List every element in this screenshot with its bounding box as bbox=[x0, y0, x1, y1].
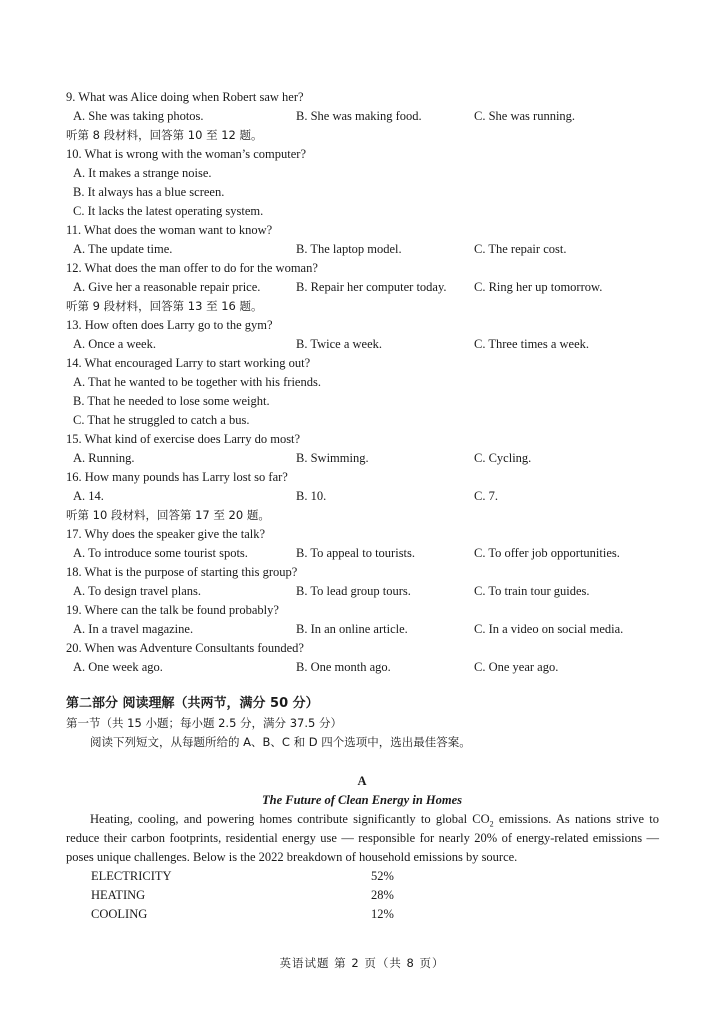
question-18-option-a: A. To design travel plans. bbox=[73, 584, 202, 598]
question-20-option-a: A. One week ago. bbox=[73, 660, 163, 674]
paragraph-text-start: Heating, cooling, and powering homes contribute significantly to global CO bbox=[90, 812, 490, 826]
instruction-section-8: 听第 8 段材料，回答第 10 至 12 题。 bbox=[66, 128, 263, 142]
question-17-option-a: A. To introduce some tourist spots. bbox=[73, 546, 248, 560]
question-13-stem: 13. How often does Larry go to the gym? bbox=[66, 318, 273, 332]
question-16-option-b: B. 10. bbox=[296, 489, 327, 503]
instruction-section-10: 听第 10 段材料，回答第 17 至 20 题。 bbox=[66, 508, 270, 522]
question-16-stem: 16. How many pounds has Larry lost so far? bbox=[66, 470, 288, 484]
question-10-option-c: C. It lacks the latest operating system. bbox=[73, 204, 264, 218]
question-19-option-a: A. In a travel magazine. bbox=[73, 622, 194, 636]
question-15-option-a: A. Running. bbox=[73, 451, 135, 465]
question-10-option-a: A. It makes a strange noise. bbox=[73, 166, 212, 180]
question-12-option-c: C. Ring her up tomorrow. bbox=[474, 280, 603, 294]
question-12-option-b: B. Repair her computer today. bbox=[296, 280, 447, 294]
question-11-stem: 11. What does the woman want to know? bbox=[66, 223, 273, 237]
question-13-option-c: C. Three times a week. bbox=[474, 337, 590, 351]
question-14-option-a: A. That he wanted to be together with his friends. bbox=[73, 375, 321, 389]
table-row-3-label: COOLING bbox=[91, 907, 148, 921]
question-15-stem: 15. What kind of exercise does Larry do most? bbox=[66, 432, 301, 446]
question-10-stem: 10. What is wrong with the woman’s computer? bbox=[66, 147, 307, 161]
question-20-option-c: C. One year ago. bbox=[474, 660, 559, 674]
question-9-option-a: A. She was taking photos. bbox=[73, 109, 204, 123]
question-18-option-b: B. To lead group tours. bbox=[296, 584, 411, 598]
table-row-1-value: 52% bbox=[371, 869, 394, 883]
question-15-option-c: C. Cycling. bbox=[474, 451, 532, 465]
question-9-option-c: C. She was running. bbox=[474, 109, 576, 123]
question-16-option-a: A. 14. bbox=[73, 489, 104, 503]
question-14-stem: 14. What encouraged Larry to start working out? bbox=[66, 356, 311, 370]
question-10-option-b: B. It always has a blue screen. bbox=[73, 185, 225, 199]
question-15-option-b: B. Swimming. bbox=[296, 451, 369, 465]
question-17-option-c: C. To offer job opportunities. bbox=[474, 546, 620, 560]
question-17-option-b: B. To appeal to tourists. bbox=[296, 546, 416, 560]
question-14-option-b: B. That he needed to lose some weight. bbox=[73, 394, 270, 408]
section-1-heading: 第一节（共 15 小题；每小题 2.5 分，满分 37.5 分） bbox=[66, 716, 342, 730]
instruction-section-9: 听第 9 段材料，回答第 13 至 16 题。 bbox=[66, 299, 263, 313]
passage-title: The Future of Clean Energy in Homes bbox=[261, 793, 463, 807]
question-12-stem: 12. What does the man offer to do for the woman? bbox=[66, 261, 318, 275]
question-11-option-b: B. The laptop model. bbox=[296, 242, 402, 256]
question-18-stem: 18. What is the purpose of starting this group? bbox=[66, 565, 298, 579]
question-18-option-c: C. To train tour guides. bbox=[474, 584, 590, 598]
question-16-option-c: C. 7. bbox=[474, 489, 498, 503]
co2-subscript: 2 bbox=[489, 819, 494, 829]
question-19-option-c: C. In a video on social media. bbox=[474, 622, 624, 636]
question-13-option-a: A. Once a week. bbox=[73, 337, 156, 351]
table-row-3-value: 12% bbox=[371, 907, 394, 921]
question-11-option-a: A. The update time. bbox=[73, 242, 173, 256]
passage-paragraph bbox=[66, 810, 659, 867]
table-row-1-label: ELECTRICITY bbox=[91, 869, 172, 883]
page-footer: 英语试题 第 2 页（共 8 页） bbox=[279, 956, 445, 970]
question-14-option-c: C. That he struggled to catch a bus. bbox=[73, 413, 250, 427]
question-12-option-a: A. Give her a reasonable repair price. bbox=[73, 280, 261, 294]
reading-instruction: 阅读下列短文，从每题所给的 A、B、C 和 D 四个选项中，选出最佳答案。 bbox=[90, 735, 471, 749]
question-9-stem: 9. What was Alice doing when Robert saw her? bbox=[66, 90, 304, 104]
paragraph-text-end: emissions. As nations strive to reduce their carbon footprints, residential energy use — responsible for nearly 20% of energy-related emissions — poses unique challenges. Below is the 2022 breakdown of household emissions by source. bbox=[66, 812, 659, 864]
table-row-2-label: HEATING bbox=[91, 888, 146, 902]
question-17-stem: 17. Why does the speaker give the talk? bbox=[66, 527, 266, 541]
question-19-option-b: B. In an online article. bbox=[296, 622, 408, 636]
question-20-option-b: B. One month ago. bbox=[296, 660, 391, 674]
question-11-option-c: C. The repair cost. bbox=[474, 242, 567, 256]
table-row-2-value: 28% bbox=[371, 888, 394, 902]
passage-letter: A bbox=[357, 774, 367, 788]
question-13-option-b: B. Twice a week. bbox=[296, 337, 383, 351]
part-2-heading: 第二部分 阅读理解（共两节，满分 50 分） bbox=[66, 696, 319, 711]
question-19-stem: 19. Where can the talk be found probably? bbox=[66, 603, 279, 617]
question-9-option-b: B. She was making food. bbox=[296, 109, 422, 123]
question-20-stem: 20. When was Adventure Consultants founded? bbox=[66, 641, 304, 655]
